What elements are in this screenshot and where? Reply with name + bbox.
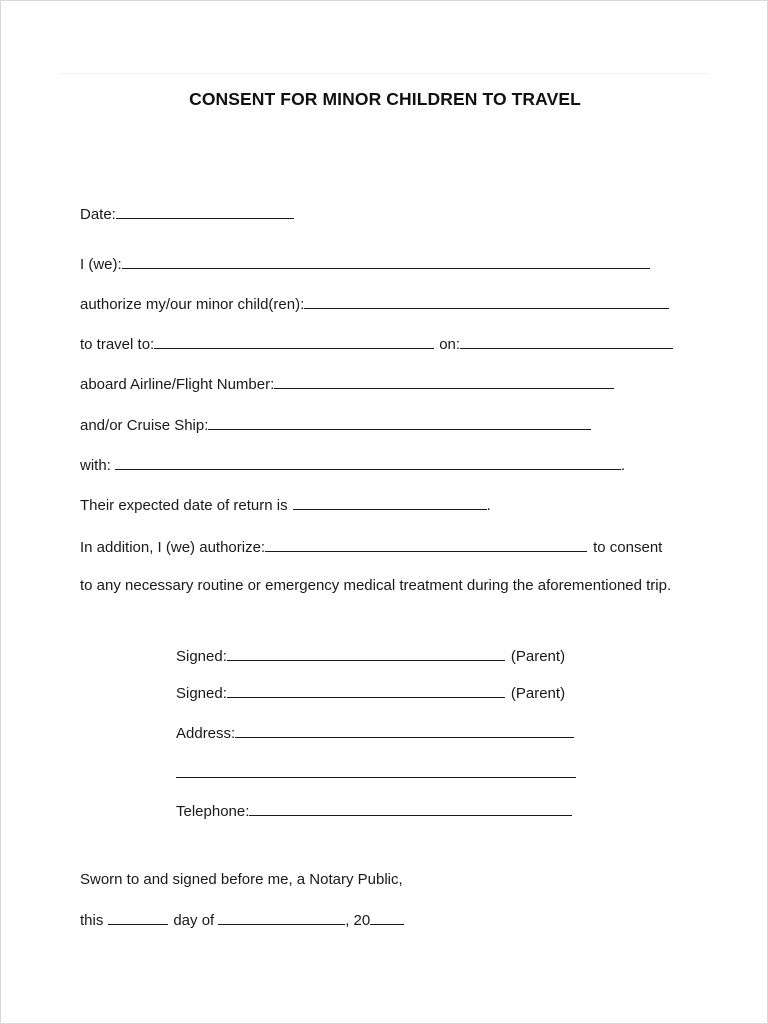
consent-suffix: to consent	[593, 539, 663, 556]
address-field[interactable]	[235, 723, 574, 738]
airline-field[interactable]	[274, 374, 614, 389]
children-field[interactable]	[304, 294, 669, 309]
signed2-row	[176, 683, 565, 703]
date-label: Date:	[80, 206, 116, 223]
form-title: CONSENT FOR MINOR CHILDREN TO TRAVEL	[189, 89, 581, 109]
signature2-field[interactable]	[227, 683, 505, 698]
telephone-field[interactable]	[249, 801, 572, 816]
return-label: Their expected date of return is	[80, 497, 288, 514]
telephone-row	[176, 801, 572, 821]
signature1-field[interactable]	[227, 646, 505, 661]
cruise-label: and/or Cruise Ship:	[80, 417, 209, 434]
date-row	[80, 204, 294, 224]
children-row	[80, 294, 669, 314]
authorized-person-field[interactable]	[265, 537, 587, 552]
destination-row	[80, 334, 673, 354]
medical-row	[80, 577, 671, 595]
address-line2-row	[176, 763, 576, 783]
return-date-field[interactable]	[293, 495, 487, 510]
return-end: .	[486, 497, 491, 514]
parent1-label: (Parent)	[510, 648, 566, 665]
header-divider	[59, 73, 709, 74]
with-label: with:	[80, 457, 111, 474]
notary-date-row	[80, 910, 404, 930]
day-of-label: day of	[173, 912, 215, 929]
travel-date-field[interactable]	[460, 334, 673, 349]
signed2-label: Signed:	[176, 685, 227, 702]
we-row	[80, 254, 650, 274]
with-field[interactable]	[115, 455, 621, 470]
airline-row	[80, 374, 614, 394]
notary-day-field[interactable]	[108, 910, 168, 925]
address-label: Address:	[176, 725, 236, 742]
parent2-label: (Parent)	[510, 685, 566, 702]
travel-to-label: to travel to:	[80, 336, 155, 353]
destination-field[interactable]	[154, 334, 434, 349]
cruise-field[interactable]	[208, 415, 591, 430]
date-field[interactable]	[116, 204, 294, 219]
medical-text: to any necessary routine or emergency medical treatment during the aforementioned trip.	[80, 577, 672, 594]
cruise-row	[80, 415, 591, 435]
with-row	[80, 455, 625, 475]
notary-year-field[interactable]	[370, 910, 404, 925]
addition-row	[80, 537, 662, 557]
sworn-text: Sworn to and signed before me, a Notary Public,	[80, 871, 403, 888]
address-row	[176, 723, 574, 743]
we-label: I (we):	[80, 256, 122, 273]
this-label: this	[80, 912, 104, 929]
airline-label: aboard Airline/Flight Number:	[80, 376, 275, 393]
sworn-row	[80, 871, 403, 889]
authorize-label: authorize my/our minor child(ren):	[80, 296, 305, 313]
with-end: .	[620, 457, 626, 474]
address-line2-field[interactable]	[176, 763, 576, 778]
we-field[interactable]	[122, 254, 650, 269]
year-prefix: , 20	[345, 912, 371, 929]
return-row	[80, 495, 491, 515]
addition-label: In addition, I (we) authorize:	[80, 539, 266, 556]
signed1-row	[176, 646, 565, 666]
signed1-label: Signed:	[176, 648, 227, 665]
on-label: on:	[439, 336, 461, 353]
notary-month-field[interactable]	[218, 910, 345, 925]
telephone-label: Telephone:	[176, 803, 250, 820]
